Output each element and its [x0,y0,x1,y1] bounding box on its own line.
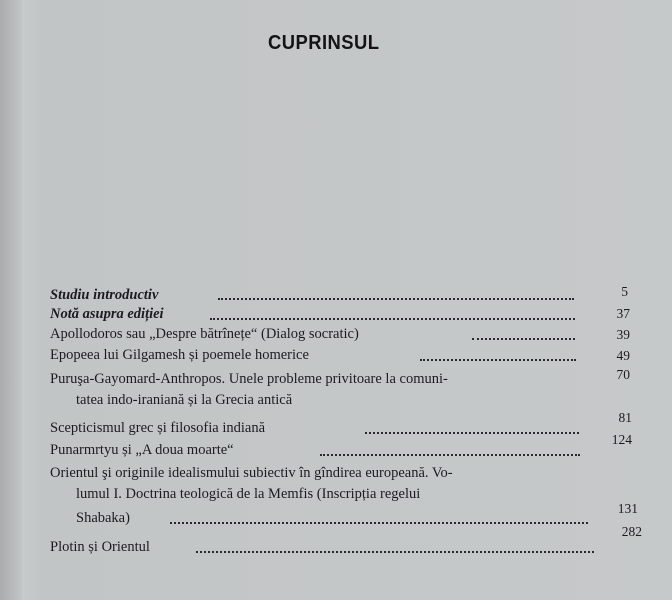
toc-entry-title: Notă asupra ediției [50,306,164,322]
toc-entry-page: 81 [618,410,632,425]
toc-entry-page: 124 [611,432,632,447]
dot-leader [320,454,580,456]
toc-entry-title-line: Orientul şi originile idealismului subiectiv în gîndirea europeană. Vo- [50,465,453,481]
toc-entry-page: 5 [621,284,628,299]
toc-entry-page: 282 [621,524,642,539]
toc-entry-title: Epopeea lui Gilgamesh și poemele homerice [50,347,309,363]
dot-leader [196,551,594,553]
dot-leader [218,298,574,300]
toc-entry-page: 37 [616,306,630,321]
toc-entry-title: Plotin și Orientul [50,539,150,555]
dot-leader [170,522,588,524]
dot-leader [420,359,576,361]
toc-entry-title: Studiu introductiv [50,287,159,303]
page-title: CUPRINSUL [268,32,380,54]
dot-leader [365,432,579,434]
dot-leader [472,338,575,340]
toc-entry-title: Scepticismul grec și filosofia indiană [50,420,266,436]
toc-entry-title: Apollodoros sau „Despre bătrînețe“ (Dialog socratic) [50,326,359,342]
toc-entry-title-line: lumul I. Doctrina teologică de la Memfis (Inscripția regelui [76,486,421,502]
toc-entry-title-line: tatea indo-iraniană și la Grecia antică [76,392,293,408]
toc-entry-page: 49 [616,348,630,363]
toc-entry-page: 39 [616,327,630,342]
toc-entry-title: Punarmrtyu și „A doua moarte“ [50,442,234,458]
dot-leader [210,318,575,320]
toc-entry-title-line: Shabaka) [76,510,130,526]
toc-entry-page: 70 [616,367,630,382]
toc-entry-page: 131 [617,501,638,516]
toc-entry-title-line: Puruşa-Gayomard-Anthropos. Unele probleme privitoare la comuni- [50,371,448,387]
